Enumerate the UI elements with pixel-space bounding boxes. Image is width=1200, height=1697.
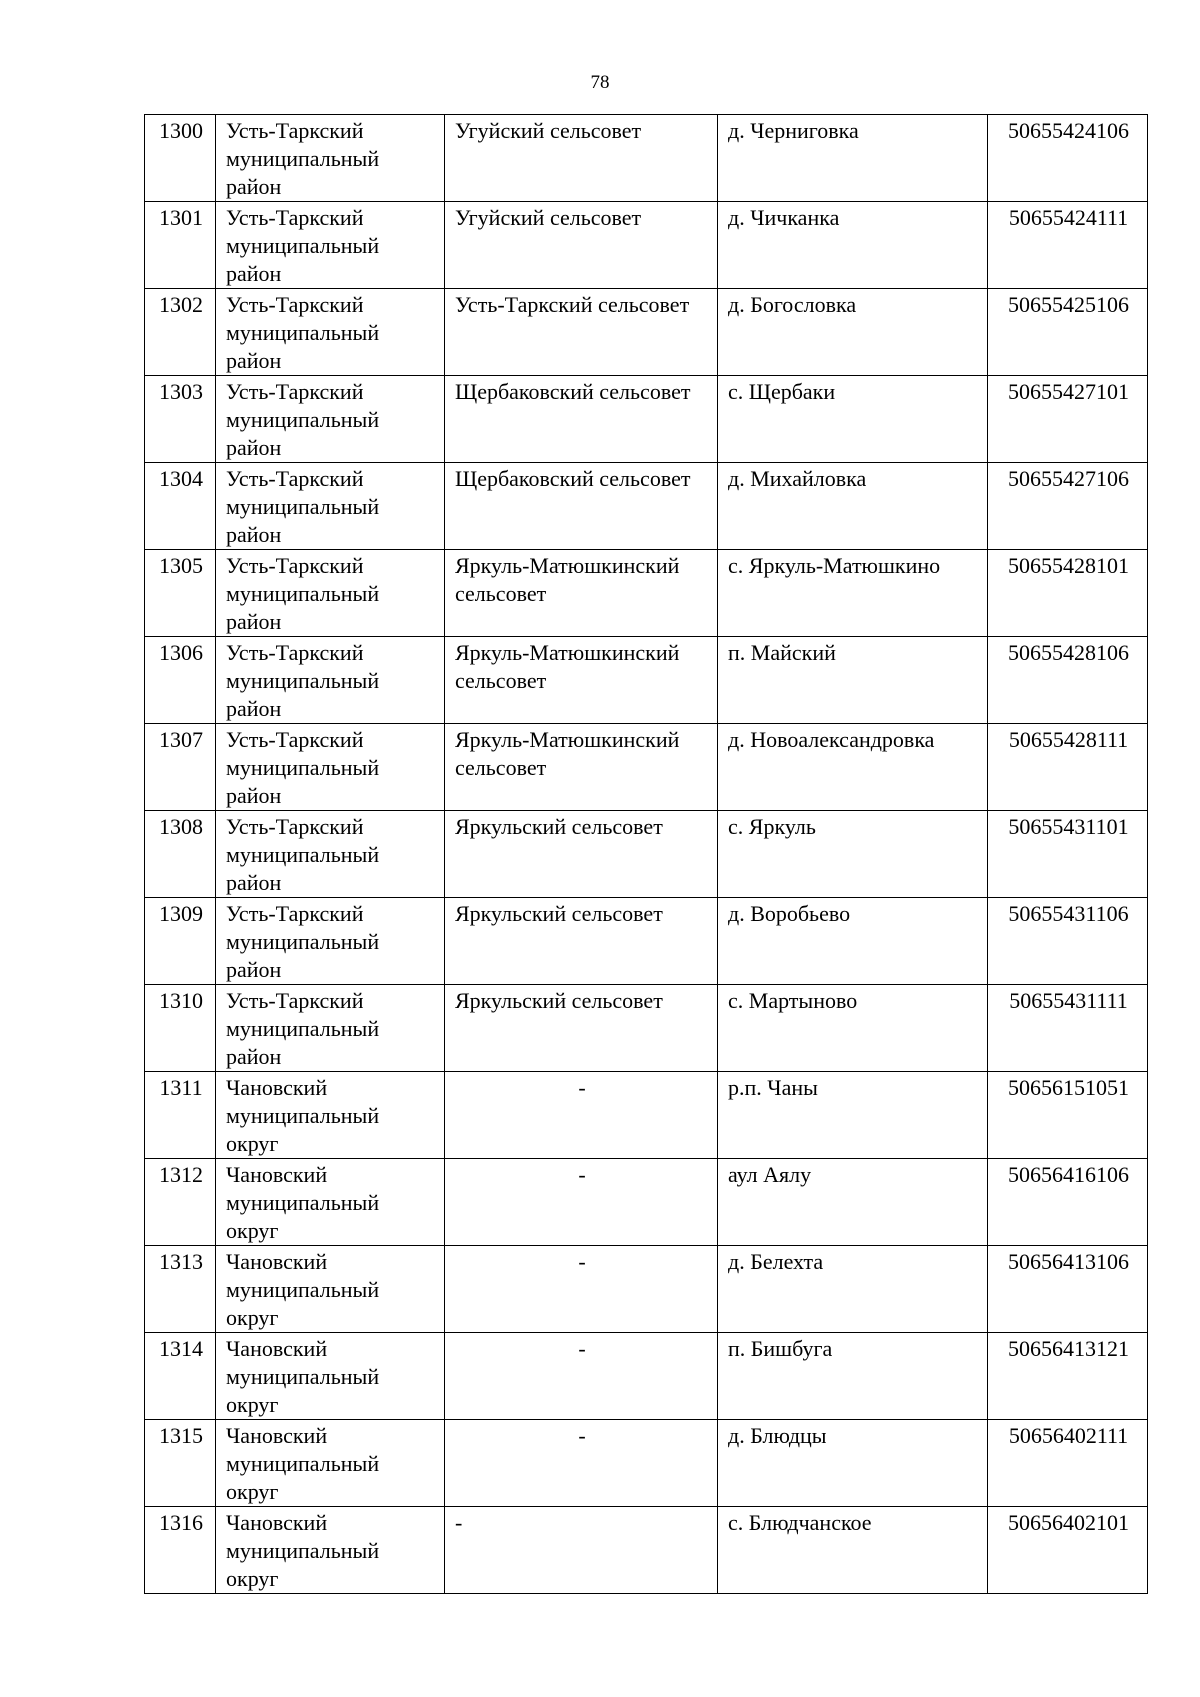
district-cell: Усть-Таркский муниципальный район <box>216 724 445 811</box>
council-cell: Яркуль-Матюшкинский сельсовет <box>445 637 718 724</box>
table-row <box>145 289 1148 376</box>
table-row <box>145 724 1148 811</box>
table-row <box>145 202 1148 289</box>
row-number-cell: 1300 <box>145 115 216 202</box>
row-number-cell: 1304 <box>145 463 216 550</box>
locality-cell: п. Бишбуга <box>718 1333 988 1420</box>
row-number-cell: 1311 <box>145 1072 216 1159</box>
council-cell: - <box>445 1072 718 1159</box>
code-cell: 50656416106 <box>988 1159 1148 1246</box>
district-cell: Усть-Таркский муниципальный район <box>216 550 445 637</box>
row-number-cell: 1303 <box>145 376 216 463</box>
row-number-cell: 1316 <box>145 1507 216 1594</box>
council-cell: Яркуль-Матюшкинский сельсовет <box>445 550 718 637</box>
table-row <box>145 1072 1148 1159</box>
page-number: 78 <box>590 72 610 93</box>
table-row <box>145 811 1148 898</box>
district-cell: Усть-Таркский муниципальный район <box>216 898 445 985</box>
row-number-cell: 1310 <box>145 985 216 1072</box>
row-number-cell: 1307 <box>145 724 216 811</box>
council-cell: Яркульский сельсовет <box>445 898 718 985</box>
code-cell: 50655431106 <box>988 898 1148 985</box>
council-cell: Щербаковский сельсовет <box>445 376 718 463</box>
table-row <box>145 376 1148 463</box>
locality-registry-table <box>144 114 1148 1594</box>
row-number-cell: 1314 <box>145 1333 216 1420</box>
district-cell: Усть-Таркский муниципальный район <box>216 376 445 463</box>
council-cell: - <box>445 1507 718 1594</box>
district-cell: Чановский муниципальный округ <box>216 1159 445 1246</box>
row-number-cell: 1305 <box>145 550 216 637</box>
code-cell: 50655428101 <box>988 550 1148 637</box>
council-cell: - <box>445 1159 718 1246</box>
code-cell: 50655431111 <box>988 985 1148 1072</box>
council-cell: Яркуль-Матюшкинский сельсовет <box>445 724 718 811</box>
council-cell: - <box>445 1246 718 1333</box>
code-cell: 50655424106 <box>988 115 1148 202</box>
locality-cell: р.п. Чаны <box>718 1072 988 1159</box>
table-row <box>145 898 1148 985</box>
row-number-cell: 1309 <box>145 898 216 985</box>
row-number-cell: 1308 <box>145 811 216 898</box>
district-cell: Усть-Таркский муниципальный район <box>216 115 445 202</box>
locality-cell: с. Яркуль <box>718 811 988 898</box>
district-cell: Усть-Таркский муниципальный район <box>216 289 445 376</box>
council-cell: Яркульский сельсовет <box>445 811 718 898</box>
table-row <box>145 985 1148 1072</box>
row-number-cell: 1302 <box>145 289 216 376</box>
table-row <box>145 550 1148 637</box>
locality-cell: с. Щербаки <box>718 376 988 463</box>
locality-cell: с. Блюдчанское <box>718 1507 988 1594</box>
locality-cell: д. Богословка <box>718 289 988 376</box>
table-row <box>145 1333 1148 1420</box>
table-row <box>145 1420 1148 1507</box>
district-cell: Усть-Таркский муниципальный район <box>216 202 445 289</box>
council-cell: - <box>445 1420 718 1507</box>
council-cell: Угуйский сельсовет <box>445 202 718 289</box>
row-number-cell: 1313 <box>145 1246 216 1333</box>
table-row <box>145 463 1148 550</box>
locality-cell: д. Михайловка <box>718 463 988 550</box>
council-cell: Угуйский сельсовет <box>445 115 718 202</box>
district-cell: Чановский муниципальный округ <box>216 1507 445 1594</box>
code-cell: 50655427106 <box>988 463 1148 550</box>
locality-cell: аул Аялу <box>718 1159 988 1246</box>
table-row <box>145 1159 1148 1246</box>
row-number-cell: 1315 <box>145 1420 216 1507</box>
table-row <box>145 637 1148 724</box>
row-number-cell: 1306 <box>145 637 216 724</box>
district-cell: Усть-Таркский муниципальный район <box>216 985 445 1072</box>
council-cell: Усть-Таркский сельсовет <box>445 289 718 376</box>
code-cell: 50655431101 <box>988 811 1148 898</box>
code-cell: 50655427101 <box>988 376 1148 463</box>
district-cell: Чановский муниципальный округ <box>216 1246 445 1333</box>
code-cell: 50656151051 <box>988 1072 1148 1159</box>
district-cell: Усть-Таркский муниципальный район <box>216 637 445 724</box>
code-cell: 50655428111 <box>988 724 1148 811</box>
district-cell: Чановский муниципальный округ <box>216 1420 445 1507</box>
district-cell: Усть-Таркский муниципальный район <box>216 463 445 550</box>
table-row <box>145 1507 1148 1594</box>
locality-cell: д. Чичканка <box>718 202 988 289</box>
district-cell: Усть-Таркский муниципальный район <box>216 811 445 898</box>
locality-cell: с. Мартыново <box>718 985 988 1072</box>
code-cell: 50655424111 <box>988 202 1148 289</box>
code-cell: 50656413106 <box>988 1246 1148 1333</box>
table-row <box>145 115 1148 202</box>
code-cell: 50656413121 <box>988 1333 1148 1420</box>
row-number-cell: 1301 <box>145 202 216 289</box>
code-cell: 50655425106 <box>988 289 1148 376</box>
locality-cell: п. Майский <box>718 637 988 724</box>
locality-cell: д. Белехта <box>718 1246 988 1333</box>
table-body <box>145 115 1148 1594</box>
council-cell: - <box>445 1333 718 1420</box>
locality-cell: с. Яркуль-Матюшкино <box>718 550 988 637</box>
locality-cell: д. Воробьево <box>718 898 988 985</box>
row-number-cell: 1312 <box>145 1159 216 1246</box>
code-cell: 50656402101 <box>988 1507 1148 1594</box>
council-cell: Щербаковский сельсовет <box>445 463 718 550</box>
code-cell: 50655428106 <box>988 637 1148 724</box>
district-cell: Чановский муниципальный округ <box>216 1072 445 1159</box>
code-cell: 50656402111 <box>988 1420 1148 1507</box>
locality-cell: д. Блюдцы <box>718 1420 988 1507</box>
district-cell: Чановский муниципальный округ <box>216 1333 445 1420</box>
council-cell: Яркульский сельсовет <box>445 985 718 1072</box>
locality-cell: д. Новоалександровка <box>718 724 988 811</box>
table-row <box>145 1246 1148 1333</box>
locality-cell: д. Черниговка <box>718 115 988 202</box>
